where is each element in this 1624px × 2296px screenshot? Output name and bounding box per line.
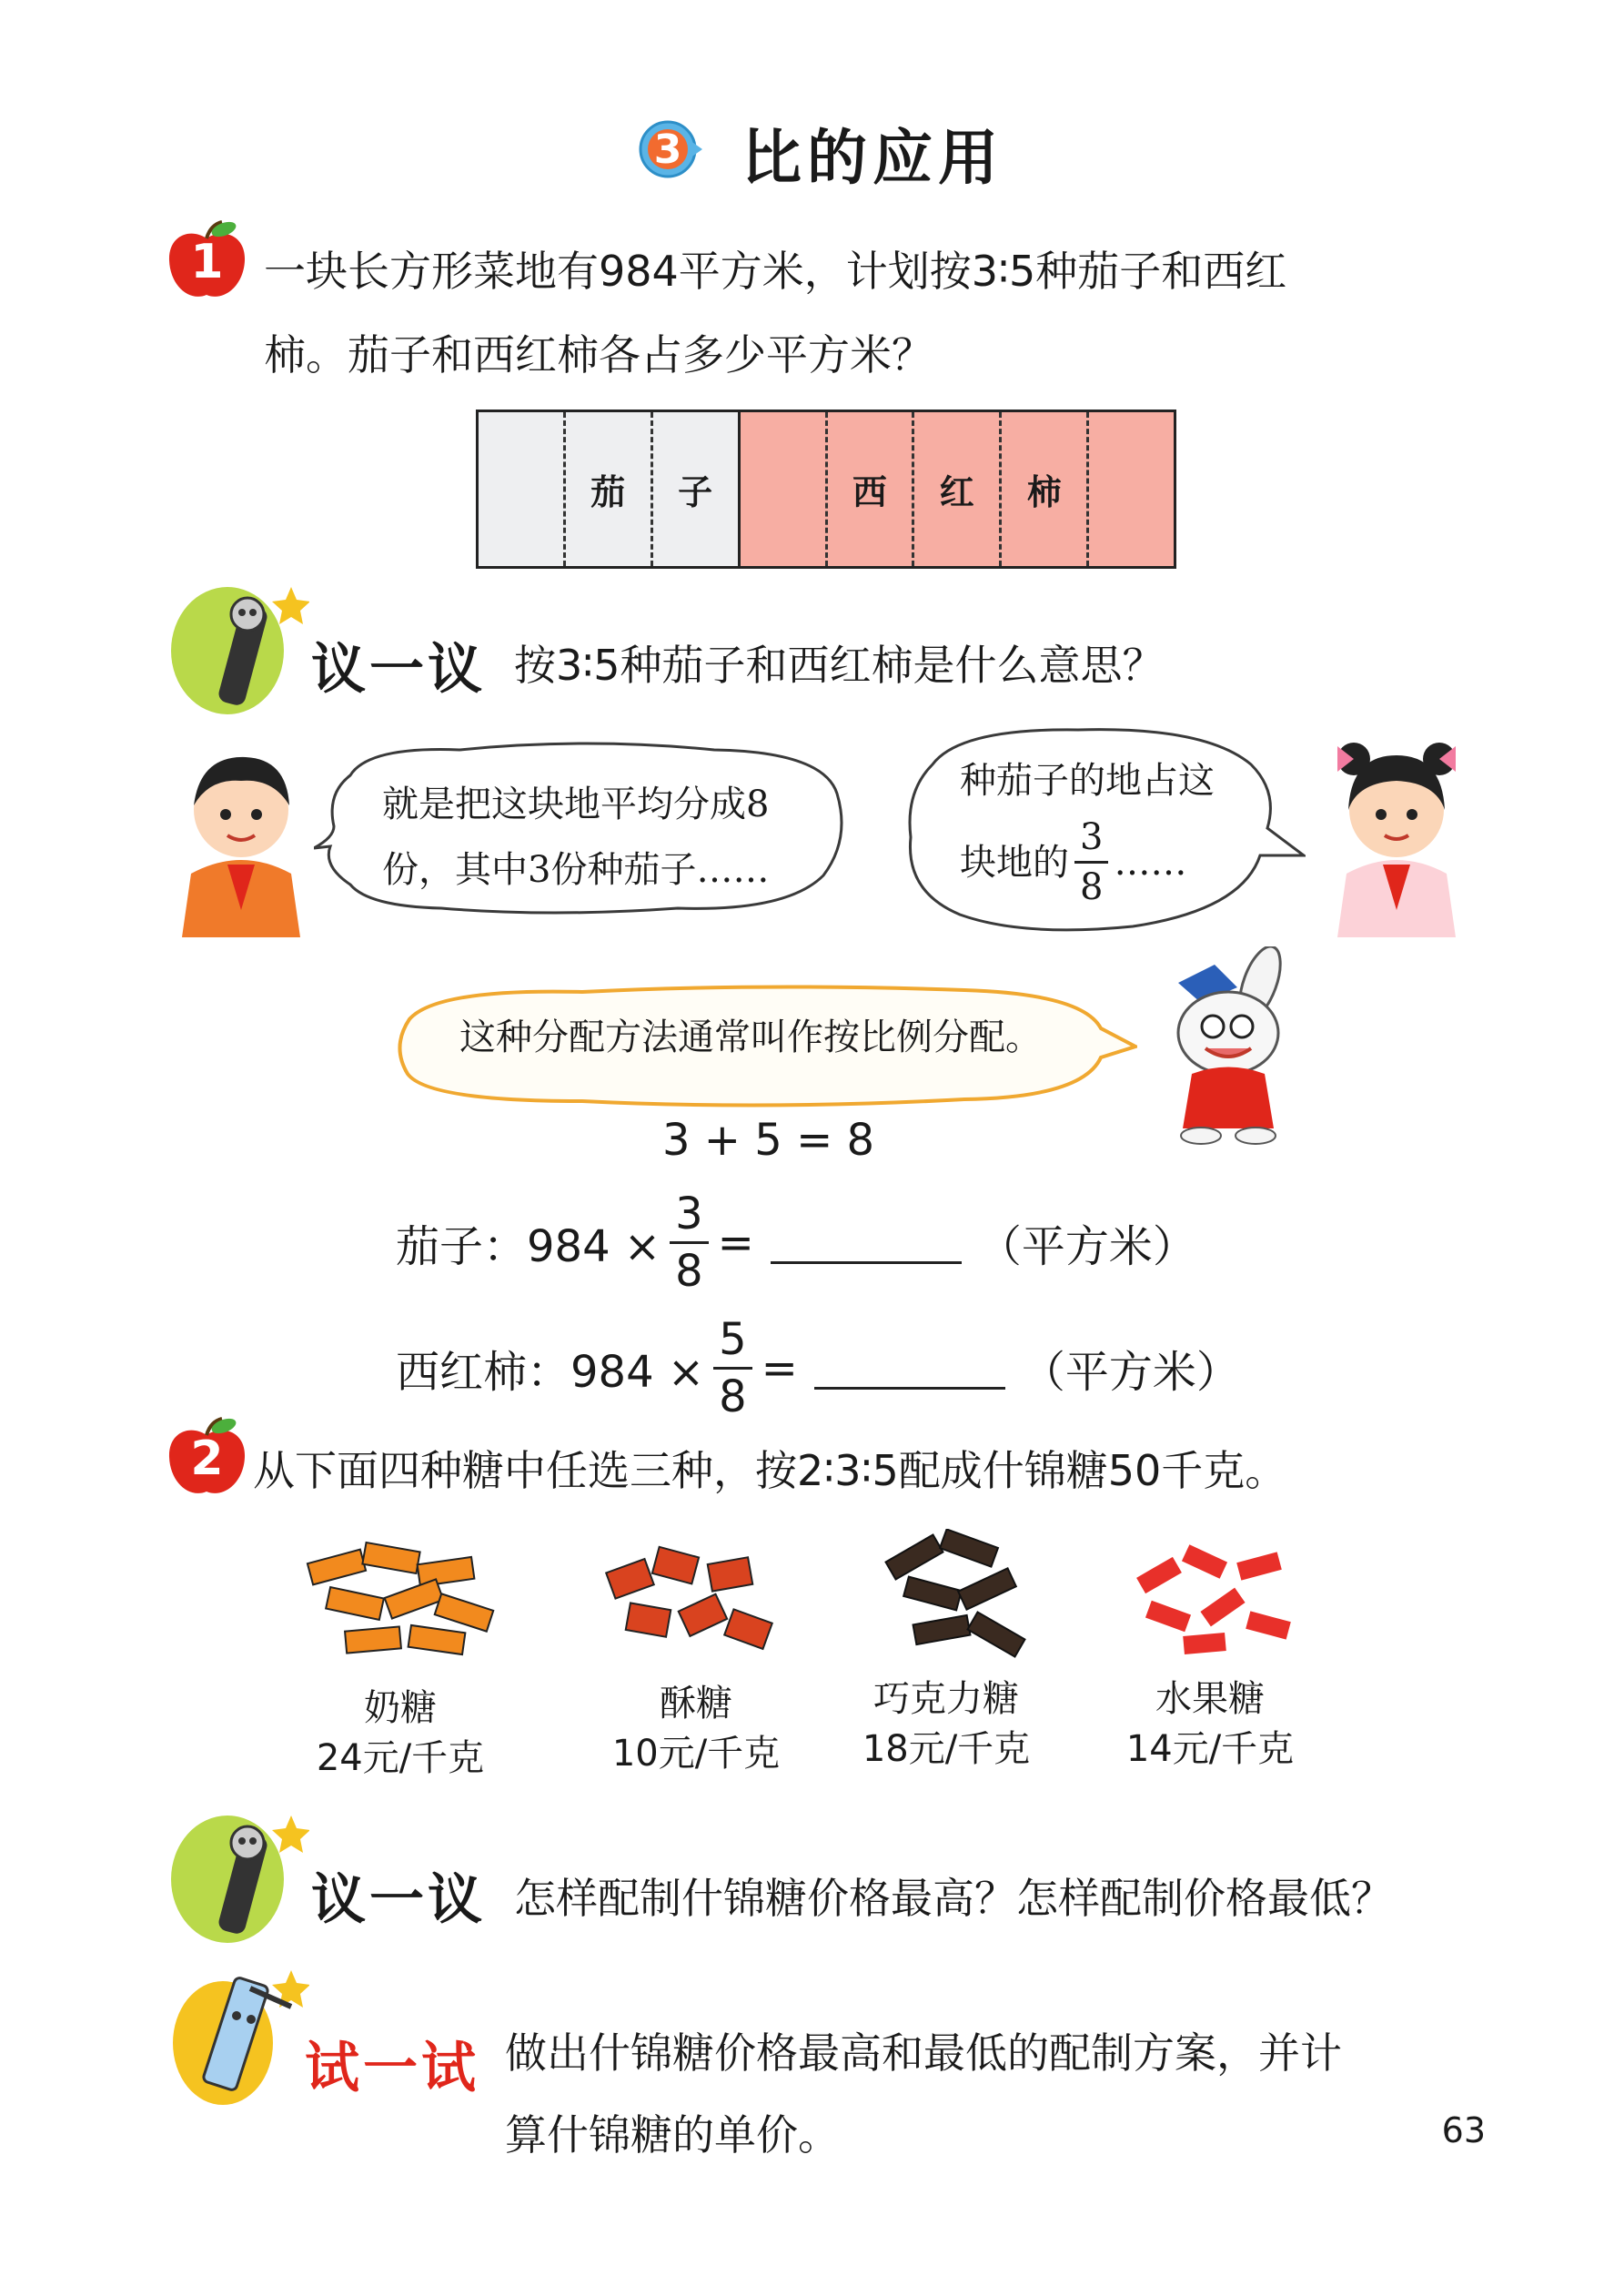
strip-segment: [479, 412, 566, 566]
rabbit-icon: [1151, 946, 1306, 1147]
try-label: 试一试: [305, 2037, 479, 2100]
page-title: 比的应用: [741, 123, 1004, 193]
problem1-line2: 柿。茄子和西红柿各占多少平方米？: [264, 330, 933, 379]
answer-blank: [814, 1347, 1005, 1390]
strip-segment: 茄: [566, 412, 653, 566]
problem-number: 2: [190, 1431, 224, 1486]
candy-price: 14元/千克: [1125, 1728, 1295, 1770]
strip-segment: 子: [653, 412, 741, 566]
problem2-text: 从下面四种糖中任选三种，按2∶3∶5配成什锦糖50千克。: [253, 1446, 1287, 1495]
fraction-denominator: 8: [713, 1367, 752, 1419]
strip-segment: 柿: [1002, 412, 1089, 566]
candy-icon: [300, 1538, 500, 1665]
boy-speech-line1: 就是把这块地平均分成8: [382, 784, 770, 825]
equation-label: 茄子：984 ×: [396, 1221, 661, 1272]
discuss-label: 议一议: [311, 1868, 486, 1932]
girl-icon: [1328, 728, 1465, 937]
sum-equation: 3 + 5 = 8: [662, 1115, 875, 1166]
pen-mascot-icon: [164, 1797, 309, 1952]
discuss-label: 议一议: [311, 638, 486, 702]
fraction-numerator: 3: [1080, 816, 1104, 858]
strip-segment: [741, 412, 828, 566]
equation-label: 西红柿：984 ×: [396, 1347, 705, 1398]
equals-sign: =: [717, 1217, 754, 1269]
eggplant-equation: [396, 1188, 1196, 1297]
discuss-question: 按3∶5种茄子和西红柿是什么意思？: [514, 641, 1165, 690]
ratio-strip-diagram: [476, 410, 1176, 569]
try-line1: 做出什锦糖价格最高和最低的配制方案，并计: [505, 2028, 1342, 2078]
equals-sign: =: [761, 1342, 798, 1394]
girl-speech-line1: 种茄子的地占这: [960, 760, 1215, 802]
candy-price: 18元/千克: [862, 1728, 1031, 1770]
fraction: [670, 1188, 709, 1297]
strip-segment: 红: [914, 412, 1002, 566]
boy-icon: [173, 737, 309, 937]
tomato-equation: [396, 1314, 1240, 1422]
candy-price: 24元/千克: [316, 1737, 485, 1779]
girl-speech-line2: [960, 816, 1187, 908]
fraction: [1074, 816, 1108, 908]
strip-segment: 西: [828, 412, 915, 566]
candy-price: 10元/千克: [611, 1733, 781, 1775]
fraction-numerator: 3: [675, 1188, 703, 1239]
candy-name: 巧克力糖: [873, 1678, 1019, 1720]
fraction-numerator: 5: [719, 1314, 747, 1365]
try-line2: 算什锦糖的单价。: [505, 2110, 840, 2159]
fraction: [713, 1314, 752, 1422]
boy-speech-line2: 份，其中3份种茄子……: [382, 849, 770, 891]
girl-speech-suffix: ……: [1114, 841, 1187, 884]
discuss-question: 怎样配制什锦糖价格最高？怎样配制价格最低？: [514, 1874, 1393, 1923]
fraction-denominator: 8: [670, 1241, 709, 1293]
pen-mascot-icon: [164, 569, 309, 723]
unit-label: （平方米）: [1021, 1347, 1240, 1398]
candy-icon: [878, 1529, 1033, 1665]
problem-number: 1: [190, 235, 224, 289]
girl-speech-prefix: 块地的: [960, 841, 1069, 884]
candy-icon: [1128, 1538, 1301, 1665]
unit-label: （平方米）: [977, 1221, 1196, 1272]
pencil-mascot-icon: [164, 1961, 309, 2111]
candy-name: 奶糖: [364, 1687, 437, 1729]
strip-segment: [1089, 412, 1174, 566]
rabbit-speech: 这种分配方法通常叫作按比例分配。: [459, 1017, 1042, 1058]
answer-blank: [771, 1221, 962, 1264]
section-number: 3: [653, 126, 682, 173]
candy-name: 水果糖: [1155, 1678, 1265, 1720]
candy-name: 酥糖: [660, 1683, 732, 1725]
candy-icon: [600, 1538, 782, 1665]
page-number: 63: [1441, 2110, 1486, 2150]
fraction-denominator: 8: [1074, 861, 1108, 905]
problem1-line1: 一块长方形菜地有984平方米，计划按3∶5种茄子和西红: [264, 247, 1287, 296]
